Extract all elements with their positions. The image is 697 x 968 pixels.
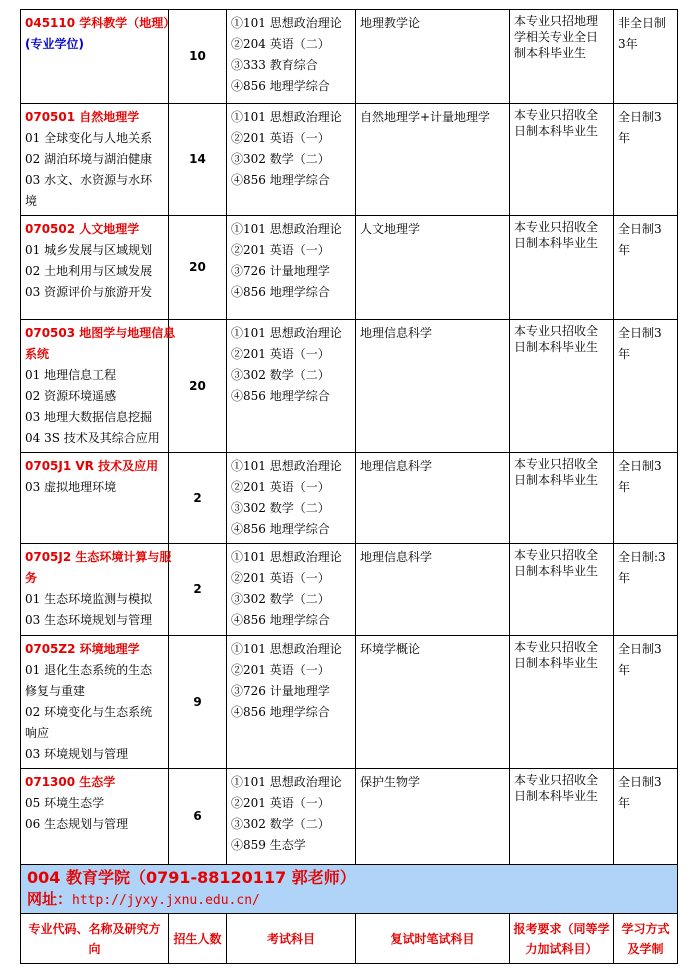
requirement-cell: 本专业只招收全日制本科毕业生 <box>510 104 614 216</box>
quota-cell: 14 <box>169 104 227 216</box>
research-direction: 06 生态规划与管理 <box>25 817 129 831</box>
retest-cell: 保护生物学 <box>356 769 510 865</box>
enrollment-table <box>20 9 678 964</box>
exam-subject: ②204 英语（二） <box>231 37 330 51</box>
study-mode-cell: 全日制3年 <box>614 216 678 320</box>
research-direction: 02 湖泊环境与湖泊健康 <box>25 152 153 166</box>
research-direction: 03 水文、水资源与水环境 <box>25 173 153 208</box>
quota-cell: 2 <box>169 453 227 544</box>
retest-cell: 自然地理学+计量地理学 <box>356 104 510 216</box>
research-direction: 01 退化生态系统的生态修复与重建 <box>25 663 153 698</box>
quota-cell: 9 <box>169 636 227 769</box>
exam-cell <box>227 216 356 320</box>
quota-cell: 20 <box>169 320 227 453</box>
column-header: 报考要求（同等学力加试科目） <box>510 914 614 964</box>
quota-cell: 6 <box>169 769 227 865</box>
major-cell <box>21 104 169 216</box>
exam-cell <box>227 544 356 636</box>
table-body <box>21 10 678 964</box>
requirement-cell: 本专业只招收全日制本科毕业生 <box>510 769 614 865</box>
exam-cell <box>227 769 356 865</box>
requirement-cell: 本专业只招收全日制本科毕业生 <box>510 453 614 544</box>
exam-subject: ②201 英语（一） <box>231 243 330 257</box>
column-header: 学习方式及学制 <box>614 914 678 964</box>
column-header: 专业代码、名称及研究方向 <box>21 914 169 964</box>
exam-subject: ④859 生态学 <box>231 838 306 852</box>
major-title: 务 <box>25 571 38 585</box>
retest-cell: 人文地理学 <box>356 216 510 320</box>
major-cell <box>21 216 169 320</box>
exam-subject: ③302 数学（二） <box>231 501 330 515</box>
major-cell <box>21 320 176 453</box>
exam-subject: ①101 思想政治理论 <box>231 16 342 30</box>
quota-cell: 2 <box>169 544 227 636</box>
study-mode-cell: 全日制3年 <box>614 636 678 769</box>
exam-subject: ②201 英语（一） <box>231 131 330 145</box>
requirement-cell: 本专业只招收全日制本科毕业生 <box>510 216 614 320</box>
retest-cell: 地理教学论 <box>356 10 510 104</box>
major-title: 071300 生态学 <box>25 775 116 789</box>
website-label: 网址： <box>27 890 73 908</box>
retest-cell: 地理信息科学 <box>356 544 510 636</box>
requirement-cell: 本专业只招地理学相关专业全日制本科毕业生 <box>510 10 614 104</box>
major-subtitle: (专业学位) <box>25 37 84 51</box>
exam-subject: ④856 地理学综合 <box>231 389 330 403</box>
study-mode-cell: 全日制3年 <box>614 453 678 544</box>
research-direction: 01 全球变化与人地关系 <box>25 131 153 145</box>
column-header-row <box>21 914 678 964</box>
exam-cell <box>227 320 356 453</box>
major-title: 070501 自然地理学 <box>25 110 140 124</box>
research-direction: 03 环境规划与管理 <box>25 747 129 761</box>
exam-subject: ③302 数学（二） <box>231 817 330 831</box>
exam-subject: ①101 思想政治理论 <box>231 775 342 789</box>
exam-subject: ④856 地理学综合 <box>231 705 330 719</box>
exam-subject: ②201 英语（一） <box>231 571 330 585</box>
research-direction: 02 环境变化与生态系统响应 <box>25 705 153 740</box>
major-title: 0705Z2 环境地理学 <box>25 642 140 656</box>
table-row <box>21 10 678 104</box>
exam-cell <box>227 10 356 104</box>
exam-subject: ④856 地理学综合 <box>231 173 330 187</box>
exam-subject: ③302 数学（二） <box>231 592 330 606</box>
exam-subject: ③333 教育综合 <box>231 58 318 72</box>
exam-subject: ④856 地理学综合 <box>231 522 330 536</box>
requirement-cell: 本专业只招收全日制本科毕业生 <box>510 320 614 453</box>
exam-subject: ②201 英语（一） <box>231 663 330 677</box>
department-cell <box>21 865 678 914</box>
retest-cell: 环境学概论 <box>356 636 510 769</box>
exam-cell <box>227 104 356 216</box>
research-direction: 04 3S 技术及其综合应用 <box>25 431 160 445</box>
column-header: 考试科目 <box>227 914 356 964</box>
exam-subject: ③726 计量地理学 <box>231 684 330 698</box>
study-mode-cell: 非全日制3年 <box>614 10 678 104</box>
website-link[interactable]: http://jyxy.jxnu.edu.cn/ <box>72 893 260 908</box>
exam-subject: ③302 数学（二） <box>231 152 330 166</box>
major-title: 070502 人文地理学 <box>25 222 140 236</box>
exam-subject: ③302 数学（二） <box>231 368 330 382</box>
exam-subject: ④856 地理学综合 <box>231 285 330 299</box>
study-mode-cell: 全日制3年 <box>614 104 678 216</box>
department-row <box>21 865 678 914</box>
column-header: 招生人数 <box>169 914 227 964</box>
major-cell <box>21 636 169 769</box>
retest-cell: 地理信息科学 <box>356 320 510 453</box>
requirement-cell: 本专业只招收全日制本科毕业生 <box>510 636 614 769</box>
table-row <box>21 320 678 453</box>
exam-subject: ④856 地理学综合 <box>231 613 330 627</box>
major-title: 045110 学科教学（地理） <box>25 16 176 30</box>
quota-cell: 20 <box>169 216 227 320</box>
major-cell <box>21 453 169 544</box>
research-direction: 05 环境生态学 <box>25 796 105 810</box>
table-row <box>21 453 678 544</box>
study-mode-cell: 全日制:3年 <box>614 544 678 636</box>
exam-subject: ④856 地理学综合 <box>231 79 330 93</box>
department-website <box>27 889 671 911</box>
major-title: 070503 地图学与地理信息 <box>25 326 176 340</box>
major-title: 0705J2 生态环境计算与服 <box>25 550 172 564</box>
exam-subject: ①101 思想政治理论 <box>231 326 342 340</box>
requirement-cell: 本专业只招收全日制本科毕业生 <box>510 544 614 636</box>
exam-subject: ①101 思想政治理论 <box>231 642 342 656</box>
major-cell <box>21 544 172 636</box>
major-cell <box>21 769 169 865</box>
exam-subject: ①101 思想政治理论 <box>231 222 342 236</box>
exam-subject: ①101 思想政治理论 <box>231 459 342 473</box>
research-direction: 02 资源环境遥感 <box>25 389 117 403</box>
major-title: 系统 <box>25 347 50 361</box>
research-direction: 02 土地利用与区域发展 <box>25 264 153 278</box>
exam-subject: ②201 英语（一） <box>231 347 330 361</box>
exam-subject: ①101 思想政治理论 <box>231 110 342 124</box>
quota-cell: 10 <box>169 10 227 104</box>
research-direction: 03 地理大数据信息挖掘 <box>25 410 153 424</box>
table-row <box>21 104 678 216</box>
column-header: 复试时笔试科目 <box>356 914 510 964</box>
exam-subject: ②201 英语（一） <box>231 796 330 810</box>
study-mode-cell: 全日制3年 <box>614 320 678 453</box>
major-cell <box>21 10 176 104</box>
research-direction: 03 资源评价与旅游开发 <box>25 285 153 299</box>
table-row <box>21 544 678 636</box>
table-row <box>21 636 678 769</box>
research-direction: 01 城乡发展与区域规划 <box>25 243 153 257</box>
exam-subject: ②201 英语（一） <box>231 480 330 494</box>
exam-cell <box>227 636 356 769</box>
research-direction: 03 生态环境规划与管理 <box>25 613 153 627</box>
research-direction: 03 虚拟地理环境 <box>25 480 117 494</box>
exam-cell <box>227 453 356 544</box>
table-row <box>21 216 678 320</box>
major-title: 0705J1 VR 技术及应用 <box>25 459 159 473</box>
research-direction: 01 生态环境监测与模拟 <box>25 592 153 606</box>
retest-cell: 地理信息科学 <box>356 453 510 544</box>
exam-subject: ①101 思想政治理论 <box>231 550 342 564</box>
study-mode-cell: 全日制3年 <box>614 769 678 865</box>
department-title: 004 教育学院（0791-88120117 郭老师） <box>27 868 356 887</box>
table-row <box>21 769 678 865</box>
exam-subject: ③726 计量地理学 <box>231 264 330 278</box>
research-direction: 01 地理信息工程 <box>25 368 117 382</box>
